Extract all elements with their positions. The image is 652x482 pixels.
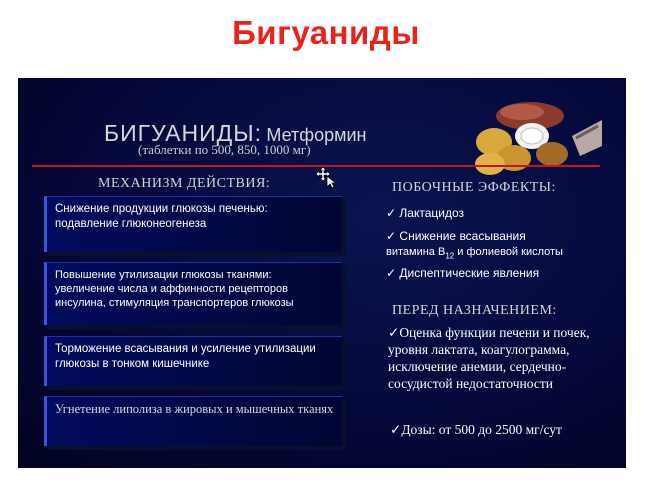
side-effect-2-line2-pre: витамина B [386, 246, 446, 258]
side-effect-3 [386, 266, 539, 281]
before-prescription-title: ПЕРЕД НАЗНАЧЕНИЕМ: [392, 303, 557, 318]
mechanism-item-1: Снижение продукции глюкозы печенью: подавление глюконеогенеза [44, 196, 342, 252]
drug-name: Метформин [266, 125, 367, 145]
check-icon: ✓ [386, 266, 397, 280]
content-panel [18, 78, 626, 468]
organ-and-tablets-illustration [452, 96, 602, 176]
tablets-info: (таблетки по 500, 850, 1000 мг) [138, 142, 311, 157]
before-prescription-text [388, 324, 620, 392]
slide-title: Бигуаниды [232, 14, 420, 51]
side-effects-title: ПОБОЧНЫЕ ЭФФЕКТЫ: [392, 180, 556, 195]
side-effect-1-label: Лактацидоз [399, 206, 464, 220]
mechanism-item-4: Угнетение липолиза в жировых и мышечных тканях [44, 396, 342, 446]
check-icon: ✓ [386, 229, 397, 243]
mechanism-item-3: Торможение всасывания и усиление утилизации глюкозы в тонком кишечнике [44, 336, 342, 386]
side-effect-2-line2-post: и фолиевой кислоты [454, 246, 563, 258]
move-cursor-icon [315, 166, 337, 188]
check-icon: ✓ [390, 422, 402, 437]
side-effect-3-label: Диспептические явления [399, 266, 540, 280]
before-prescription-body: Оценка функции печени и почек, уровня лактата, коагулограмма, исключение анемии, сердечно-сосудистой недостаточности [388, 325, 590, 391]
dose-info [390, 422, 562, 438]
side-effect-2 [386, 229, 563, 263]
mechanism-item-2: Повышение утилизации глюкозы тканями: увеличение числа и аффинности рецепторов инсулина, стимуляция транспортеров глюкозы [44, 262, 342, 325]
check-icon: ✓ [388, 325, 400, 340]
side-effect-1 [386, 206, 464, 221]
side-effect-2-subscript: 12 [445, 251, 455, 261]
mechanism-title: МЕХАНИЗМ ДЕЙСТВИЯ: [98, 176, 271, 191]
dose-label: Дозы: от 500 до 2500 мг/сут [401, 422, 562, 437]
check-icon: ✓ [386, 206, 397, 220]
drug-class: БИГУАНИДЫ: [104, 120, 262, 146]
side-effect-2-line1: Снижение всасывания [399, 229, 526, 243]
